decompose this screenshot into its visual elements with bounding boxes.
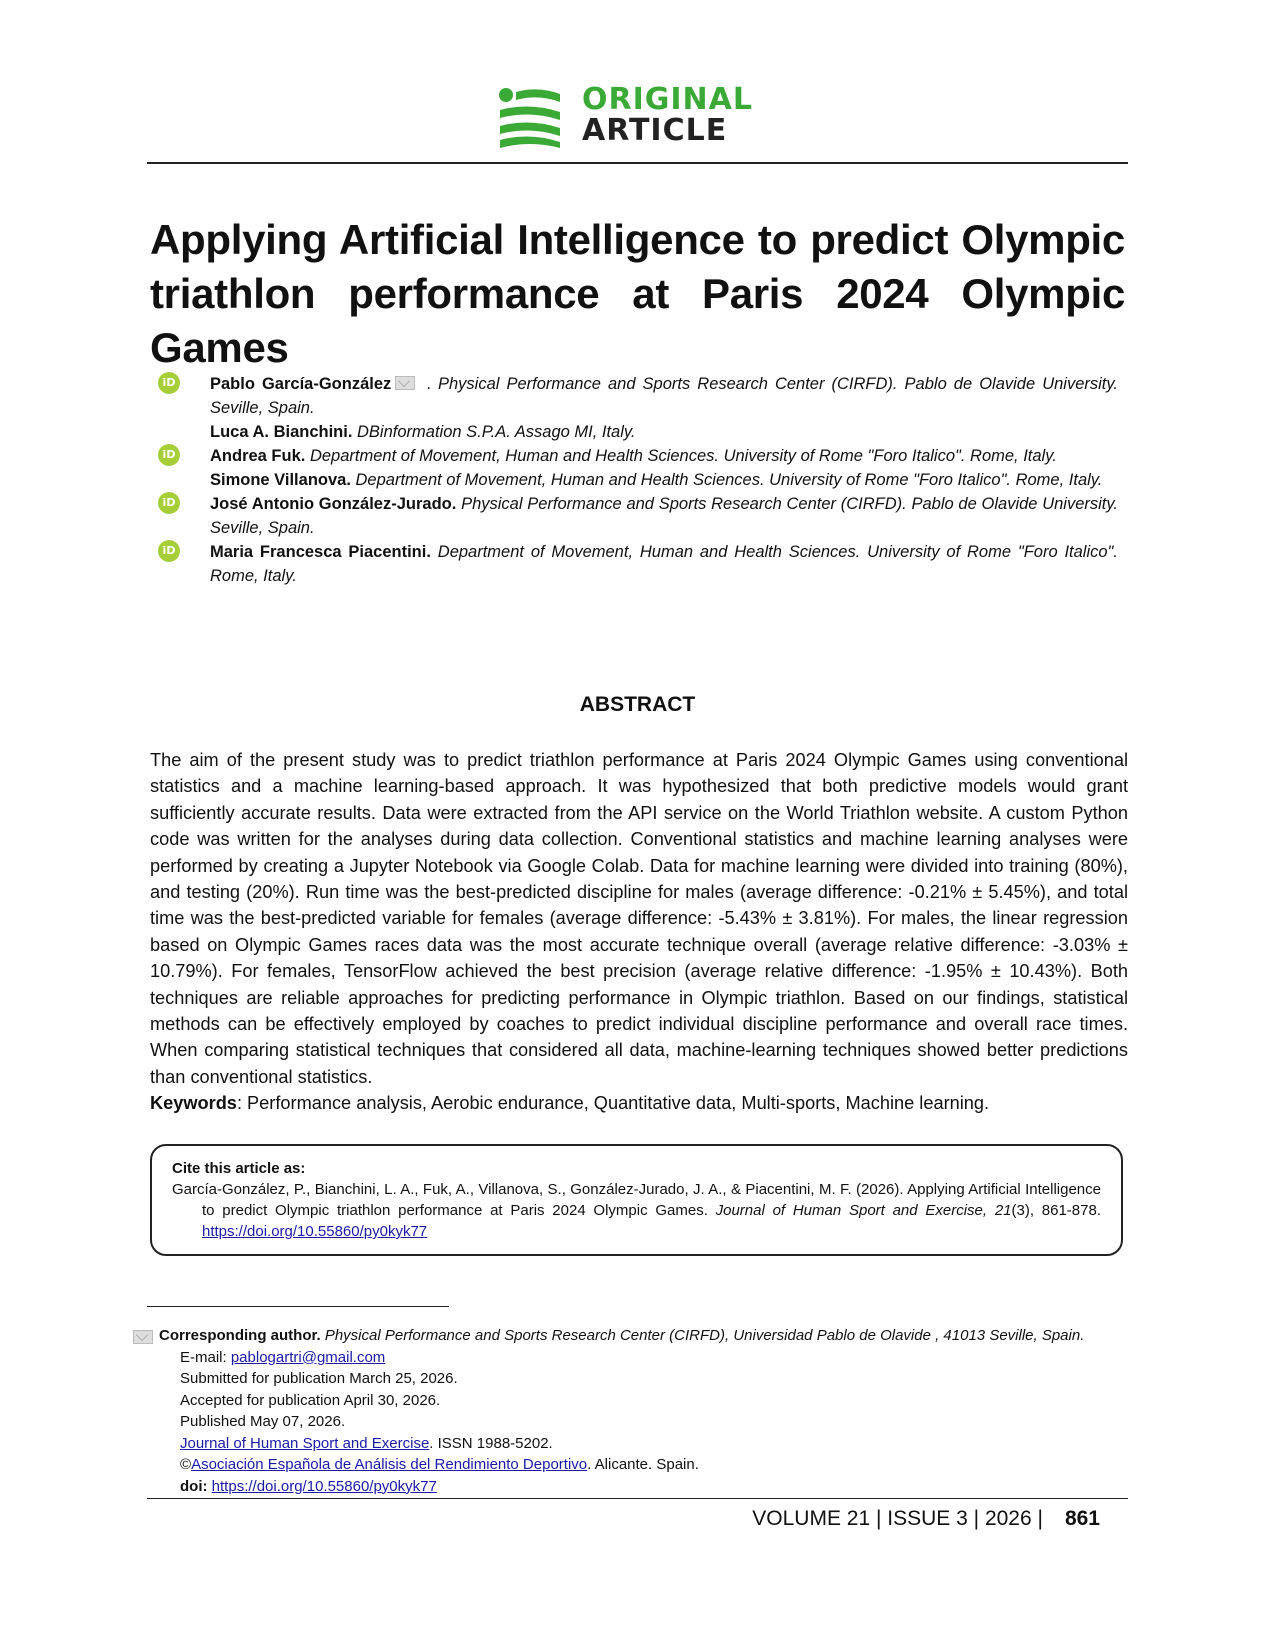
keywords-line [150, 1090, 1128, 1116]
citation-pages: (3), 861-878. [1011, 1202, 1101, 1219]
orcid-icon[interactable]: iD [158, 444, 180, 466]
logo-stripes-icon [498, 86, 566, 148]
copyright-line [180, 1454, 1133, 1476]
logo-line-original: ORIGINAL [582, 82, 753, 117]
citation-doi-link[interactable]: https://doi.org/10.55860/py0kyk77 [202, 1223, 428, 1240]
citation-box [150, 1144, 1123, 1256]
orcid-icon[interactable]: iD [158, 540, 180, 562]
envelope-icon [395, 376, 415, 390]
society-link[interactable]: Asociación Española de Análisis del Rendimiento Deportivo [191, 1456, 588, 1473]
author-list [158, 372, 1118, 588]
keywords-label: Keywords [150, 1093, 237, 1113]
envelope-icon [133, 1330, 153, 1344]
doi-line [180, 1476, 1133, 1498]
volume-info: VOLUME 21 | ISSUE 3 | 2026 | [752, 1507, 1043, 1530]
author-entry [158, 492, 1118, 540]
email-link[interactable]: pablogartri@gmail.com [230, 1348, 386, 1366]
author-affiliation: Department of Movement, Human and Health Sciences. University of Rome "Foro Italico". Rome, Italy. [355, 471, 1103, 489]
society-place: . Alicante. Spain. [587, 1456, 699, 1473]
submitted-date: Submitted for publication March 25, 2026. [180, 1370, 458, 1387]
author-name: Pablo García-González [210, 375, 392, 393]
author-separator: . [419, 375, 438, 393]
author-affiliation: Department of Movement, Human and Health Sciences. University of Rome "Foro Italico". Rome, Italy. [309, 447, 1057, 465]
author-entry [158, 420, 1118, 444]
author-affiliation: Physical Performance and Sports Research Center (CIRFD). Pablo de Olavide University. Seville, Spain. [210, 375, 1118, 417]
email-label: E-mail: [180, 1348, 231, 1366]
author-affiliation: Department of Movement, Human and Health Sciences. University of Rome "Foro Italico". Rome, Italy. [210, 543, 1118, 585]
abstract-text: The aim of the present study was to predict triathlon performance at Paris 2024 Olympic Games using conventional statistics and a machine learning-based approach. It was hypothesized that both predictive models would grant sufficiently accurate results. Data were extracted from the API service on the World Triathlon website. A custom Python code was written for the analyses during data collection. Conventional statistics and machine learning analyses were performed by creating a Jupyter Notebook via Google Colab. Data for machine learning were divided into training (80%), and testing (20%). Run time was the best-predicted discipline for males (average difference: -0.21% ± 5.45%), and total time was the best-predicted variable for females (average difference: -5.43% ± 3.81%). For males, the linear regression based on Olympic Games races data was the most accurate technique overall (average relative difference: -3.03% ± 10.79%). For females, TensorFlow achieved the best precision (average relative difference: -1.95% ± 10.43%). Both techniques are reliable approaches for predicting performance in Olympic triathlon. Based on our findings, statistical methods can be effectively employed by coaches to predict individual discipline performance and overall race times. When comparing statistical techniques that considered all data, machine-learning techniques showed better predictions than conventional statistics. [150, 750, 1128, 1087]
doi-label: doi: [180, 1477, 208, 1495]
author-entry [158, 372, 1118, 420]
author-name: José Antonio González-Jurado. [210, 495, 457, 513]
author-affiliation: Physical Performance and Sports Research Center (CIRFD). Pablo de Olavide University. Seville, Spain. [210, 495, 1118, 537]
author-name: Simone Villanova. [210, 471, 351, 489]
email-line [180, 1347, 1133, 1369]
author-entry [158, 468, 1118, 492]
issn-text: . ISSN 1988-5202. [429, 1434, 553, 1452]
author-separator [431, 543, 438, 561]
journal-link[interactable]: Journal of Human Sport and Exercise [180, 1434, 430, 1452]
header-rule [147, 162, 1128, 164]
page-number: 861 [1064, 1507, 1100, 1530]
citation-authors: García-González, P., Bianchini, L. A., Fuk, A., Villanova, S., González-Jurado, J. A., & Piacentini, M. F. (2026). Applying Artificial Intelligence to predict Olympic triathlon performance at Paris 2024 Olympic Games. [172, 1181, 1101, 1219]
author-entry [158, 540, 1118, 588]
orcid-icon[interactable]: iD [158, 492, 180, 514]
accepted-date: Accepted for publication April 30, 2026. [180, 1391, 441, 1409]
author-affiliation: DBinformation S.P.A. Assago MI, Italy. [357, 423, 636, 441]
paper-title: Applying Artificial Intelligence to predict Olympic triathlon performance at Paris 2024 Olympic Games [150, 216, 1125, 371]
logo-line-article: ARTICLE [582, 113, 728, 148]
footer-rule [147, 1498, 1128, 1499]
author-entry [158, 444, 1118, 468]
original-article-logo [498, 84, 778, 152]
citation-heading: Cite this article as: [172, 1160, 306, 1177]
corresponding-line [133, 1325, 1133, 1347]
corresponding-label: Corresponding author. [159, 1327, 321, 1344]
page-footer [600, 1504, 1100, 1534]
orcid-icon[interactable]: iD [158, 372, 180, 394]
corresponding-footnote [133, 1325, 1133, 1497]
footnote-rule [147, 1306, 449, 1307]
citation-text [172, 1179, 1101, 1242]
corresponding-affiliation: Physical Performance and Sports Research Center (CIRFD), Universidad Pablo de Olavide , 41013 Seville, Spain. [320, 1327, 1085, 1344]
journal-line [180, 1433, 1133, 1455]
author-name: Luca A. Bianchini. [210, 423, 353, 441]
doi-link[interactable]: https://doi.org/10.55860/py0kyk77 [211, 1477, 437, 1495]
citation-journal: Journal of Human Sport and Exercise, 21 [715, 1202, 1012, 1219]
copyright-symbol: © [180, 1456, 192, 1473]
author-name: Andrea Fuk. [210, 447, 306, 465]
published-date: Published May 07, 2026. [180, 1413, 346, 1430]
keywords-list: : Performance analysis, Aerobic endurance, Quantitative data, Multi-sports, Machine learning. [236, 1093, 990, 1113]
author-name: Maria Francesca Piacentini. [210, 543, 431, 561]
abstract-heading: ABSTRACT [579, 693, 696, 716]
